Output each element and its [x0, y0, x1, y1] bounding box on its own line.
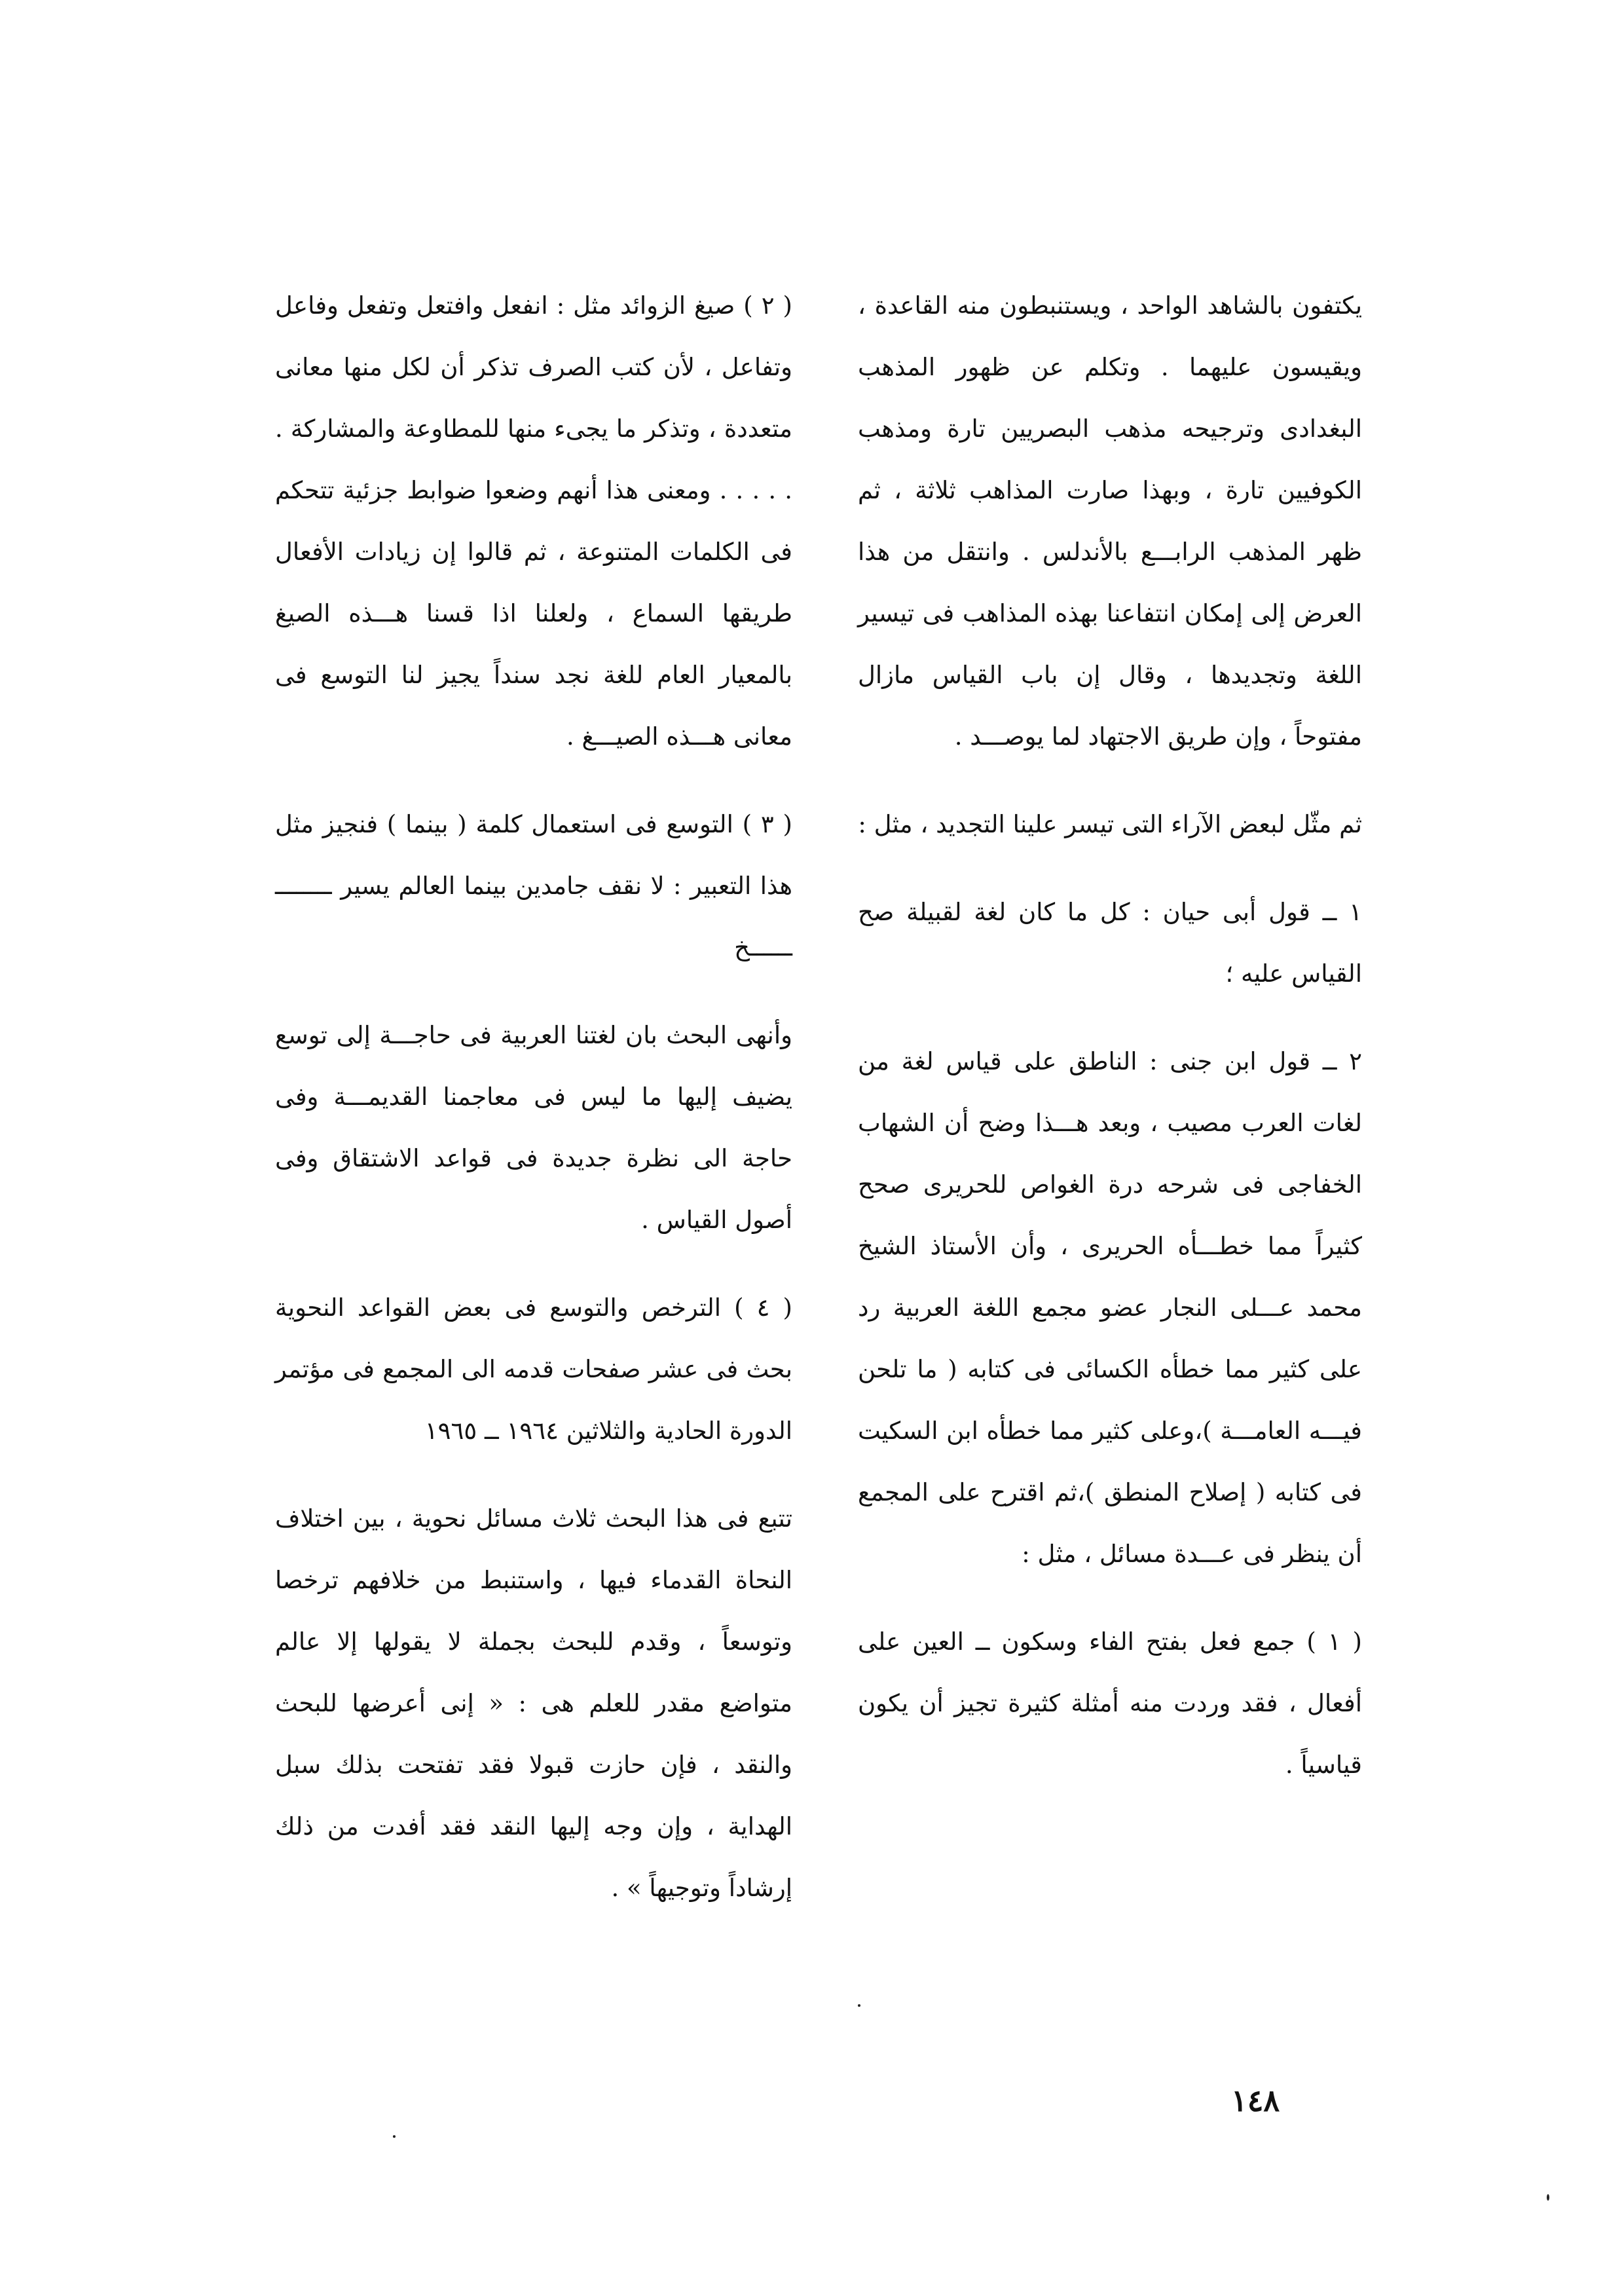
scan-speck: [858, 2004, 860, 2007]
paragraph: ( ١ ) جمع فعل بفتح الفاء وسكون ــ العين على أفعال ، فقد وردت منه أمثلة كثيرة تجيز أن يكون قياسياً .: [858, 1628, 1362, 1779]
left-column: [275, 275, 792, 1945]
paragraph: يكتفون بالشاهد الواحد ، ويستنبطون منه القاعدة ، ويقيسون عليهما . وتكلم عن ظهور المذهب البغدادى وترجيحه مذهب البصريين تارة ومذهب الكوفيين تارة ، وبهذا صارت المذاهب ثلاثة ، ثم ظهر المذهب الرابـــع بالأندلس . وانتقل من هذا العرض إلى إمكان انتفاعنا بهذه المذاهب فى تيسير اللغة وتجديدها ، وقال إن باب القياس مازال مفتوحاً ، وإن طريق الاجتهاد لما يوصـــد .: [858, 291, 1362, 751]
scan-speck: [1547, 2194, 1549, 2201]
paragraph: ثم مثّل لبعض الآراء التى تيسر علينا التجديد ، مثل :: [858, 810, 1362, 838]
right-column: [858, 275, 1362, 1822]
paragraph: وأنهى البحث بان لغتنا العربية فى حاجـــة إلى توسع يضيف إليها ما ليس فى معاجمنا القديمـــة وفى حاجة الى نظرة جديدة فى قواعد الاشتقاق وفى أصول القياس .: [275, 1021, 792, 1234]
paragraph: ١ ــ قول أبى حيان : كل ما كان لغة لقبيلة صح القياس عليه ؛: [858, 898, 1362, 988]
paragraph: ( ٤ ) الترخص والتوسع فى بعض القواعد النحوية بحث فى عشر صفحات قدمه الى المجمع فى مؤتمر الدورة الحادية والثلاثين ١٩٦٤ ــ ١٩٦٥: [275, 1294, 792, 1445]
paragraph: ٢ ــ قول ابن جنى : الناطق على قياس لغة من لغات العرب مصيب ، وبعد هـــذا وضح أن الشهاب الخفاجى فى شرحه درة الغواص للحريرى صحح كثيراً مما خطـــأه الحريرى ، وأن الأستاذ الشيخ محمد عـــلى النجار عضو مجمع اللغة العربية رد على كثير مما خطأه الكسائى فى كتابه ( ما تلحن فيـــه العامـــة )،وعلى كثير مما خطأه ابن السكيت فى كتابه ( إصلاح المنطق )،ثم اقترح على المجمع أن ينظر فى عـــدة مسائل ، مثل :: [858, 1047, 1362, 1568]
page-number: ١٤٨: [1231, 2083, 1280, 2118]
paragraph: تتبع فى هذا البحث ثلاث مسائل نحوية ، بين اختلاف النحاة القدماء فيها ، واستنبط من خلافهم ترخصا وتوسعاً ، وقدم للبحث بجملة لا يقولها إلا عالم متواضع مقدر للعلم هى : « إنى أعرضها للبحث والنقد ، فإن حازت قبولا فقد تفتحت بذلك سبل الهداية ، وإن وجه إليها النقد فقد أفدت من ذلك إرشاداً وتوجيهاً » .: [275, 1504, 792, 1902]
paragraph: ( ٢ ) صيغ الزوائد مثل : انفعل وافتعل وتفعل وفاعل وتفاعل ، لأن كتب الصرف تذكر أن لكل منها معانى متعددة ، وتذكر ما يجىء منها للمطاوعة والمشاركة . . . . . . ومعنى هذا أنهم وضعوا ضوابط جزئية تتحكم فى الكلمات المتنوعة ، ثم قالوا إن زيادات الأفعال طريقها السماع ، ولعلنا اذا قسنا هـــذه الصيغ بالمعيار العام للغة نجد سنداً يجيز لنا التوسع فى معانى هـــذه الصيـــغ .: [275, 291, 792, 751]
scan-speck: [393, 2135, 396, 2138]
paragraph: ( ٣ ) التوسع فى استعمال كلمة ( بينما ) فنجيز مثل هذا التعبير : لا نقف جامدين بينما العالم يسير ــــــــ ــــــخ: [275, 810, 792, 961]
